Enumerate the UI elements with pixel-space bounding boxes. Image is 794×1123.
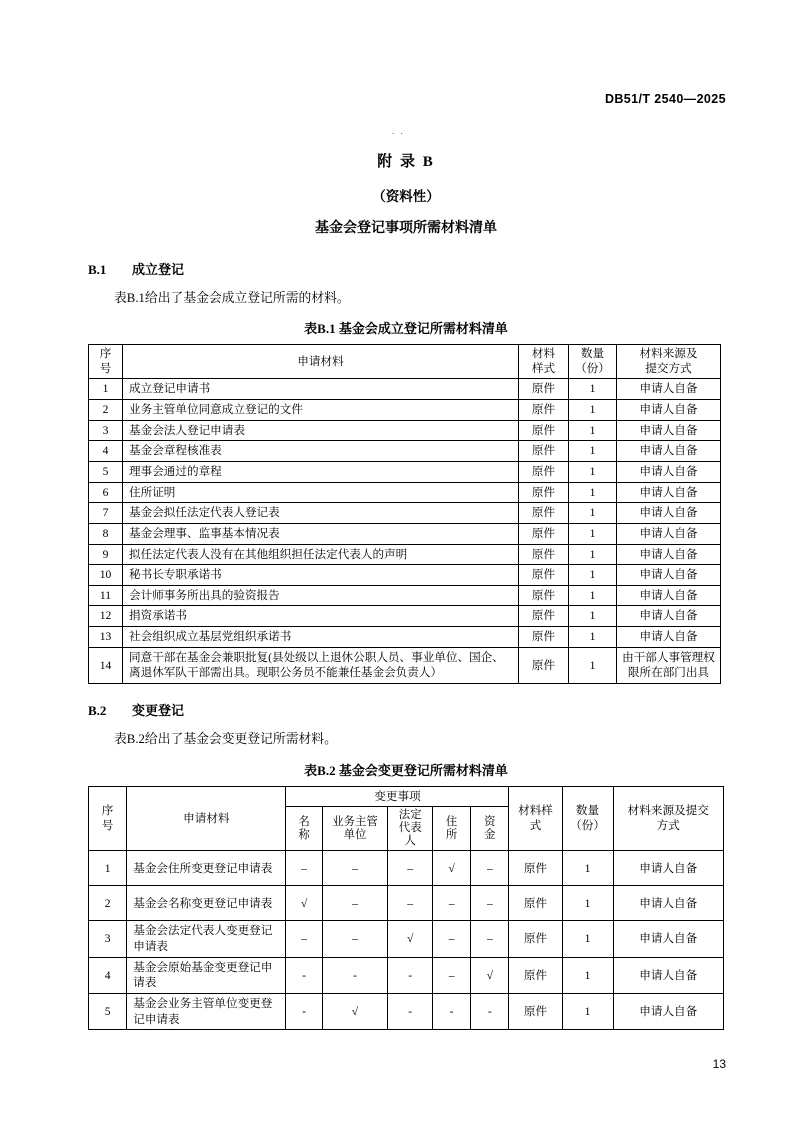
cell-source: 申请人自备 — [617, 606, 721, 627]
cell-change-address: – — [433, 921, 471, 957]
table-foundation-establishment — [88, 344, 721, 684]
cell-seq: 4 — [89, 957, 127, 993]
table1-caption: 表B.1 基金会成立登记所需材料清单 — [304, 321, 508, 337]
cell-change-legal-rep: - — [388, 994, 433, 1030]
table-row — [89, 462, 721, 483]
cell-change-address: – — [433, 886, 471, 921]
table-row — [89, 994, 724, 1030]
table-row — [89, 544, 721, 565]
cell-style: 原件 — [519, 420, 569, 441]
table-row — [89, 606, 721, 627]
cell-material: 同意干部在基金会兼职批复(县处级以上退休公职人员、事业单位、国企、离退休军队干部需出具。现职公务员不能兼任基金会负责人） — [123, 647, 519, 683]
cell-change-fund: - — [471, 994, 509, 1030]
table-row — [89, 565, 721, 586]
cell-material: 社会组织成立基层党组织承诺书 — [123, 627, 519, 648]
cell-seq: 7 — [89, 503, 123, 524]
cell-material: 基金会名称变更登记申请表 — [127, 886, 286, 921]
cell-seq: 5 — [89, 994, 127, 1030]
cell-change-supervisor: – — [322, 851, 388, 886]
cell-seq: 9 — [89, 544, 123, 565]
cell-style: 原件 — [519, 379, 569, 400]
cell-seq: 2 — [89, 886, 127, 921]
cell-source: 申请人自备 — [617, 441, 721, 462]
cell-change-address: - — [433, 994, 471, 1030]
section-intro-b2: 表B.2给出了基金会变更登记所需材料。 — [114, 732, 337, 747]
cell-count: 1 — [569, 503, 617, 524]
table-row — [89, 400, 721, 421]
cell-seq: 8 — [89, 523, 123, 544]
cell-seq: 11 — [89, 585, 123, 606]
section-number-b2: B.2 — [88, 703, 107, 719]
cell-count: 1 — [569, 420, 617, 441]
cell-source: 申请人自备 — [617, 585, 721, 606]
cell-change-legal-rep: √ — [388, 921, 433, 957]
cell-change-supervisor: – — [322, 921, 388, 957]
cell-seq: 14 — [89, 647, 123, 683]
th2-fund: 资 金 — [471, 807, 509, 851]
table-row — [89, 886, 724, 921]
cell-source: 申请人自备 — [617, 503, 721, 524]
cell-seq: 12 — [89, 606, 123, 627]
cell-material: 秘书长专职承诺书 — [123, 565, 519, 586]
section-heading-b1 — [88, 259, 724, 278]
cell-change-name: – — [286, 851, 322, 886]
cell-change-address: √ — [433, 851, 471, 886]
cell-style: 原件 — [519, 627, 569, 648]
cell-source: 申请人自备 — [617, 400, 721, 421]
decorative-dots: . . — [392, 126, 405, 136]
table-row — [89, 851, 724, 886]
cell-material: 基金会法人登记申请表 — [123, 420, 519, 441]
cell-change-legal-rep: – — [388, 851, 433, 886]
th2-source: 材料来源及提交 方式 — [613, 786, 724, 851]
cell-change-supervisor: √ — [322, 994, 388, 1030]
cell-style: 原件 — [509, 994, 562, 1030]
page-content — [88, 150, 724, 1030]
table-header-row-group — [89, 786, 724, 807]
section-heading-b2 — [88, 700, 724, 719]
cell-source: 申请人自备 — [617, 482, 721, 503]
cell-source: 申请人自备 — [613, 851, 724, 886]
cell-count: 1 — [569, 482, 617, 503]
cell-change-address: – — [433, 957, 471, 993]
cell-source: 申请人自备 — [613, 886, 724, 921]
section-title-b2: 变更登记 — [132, 703, 185, 719]
cell-seq: 2 — [89, 400, 123, 421]
cell-source: 申请人自备 — [617, 379, 721, 400]
cell-change-name: √ — [286, 886, 322, 921]
cell-source: 申请人自备 — [617, 523, 721, 544]
table-row — [89, 482, 721, 503]
table-row — [89, 503, 721, 524]
cell-seq: 3 — [89, 921, 127, 957]
cell-material: 基金会拟任法定代表人登记表 — [123, 503, 519, 524]
cell-count: 1 — [562, 851, 613, 886]
section-intro-b1: 表B.1给出了基金会成立登记所需的材料。 — [114, 291, 350, 305]
cell-style: 原件 — [509, 851, 562, 886]
cell-change-fund: √ — [471, 957, 509, 993]
annex-nature: （资料性） — [372, 189, 440, 204]
th2-name: 名 称 — [286, 807, 322, 851]
cell-material: 会计师事务所出具的验资报告 — [123, 585, 519, 606]
cell-change-legal-rep: – — [388, 886, 433, 921]
cell-change-legal-rep: - — [388, 957, 433, 993]
cell-count: 1 — [569, 565, 617, 586]
cell-style: 原件 — [519, 606, 569, 627]
cell-count: 1 — [569, 606, 617, 627]
cell-source: 申请人自备 — [617, 462, 721, 483]
cell-style: 原件 — [519, 441, 569, 462]
cell-source: 由干部人事管理权限所在部门出具 — [617, 647, 721, 683]
cell-material: 拟任法定代表人没有在其他组织担任法定代表人的声明 — [123, 544, 519, 565]
cell-count: 1 — [562, 994, 613, 1030]
th2-style: 材料样 式 — [509, 786, 562, 851]
annex-title: 附 录 B — [377, 154, 435, 170]
cell-seq: 4 — [89, 441, 123, 462]
cell-material: 基金会理事、监事基本情况表 — [123, 523, 519, 544]
th2-count: 数量 （份） — [562, 786, 613, 851]
th-material: 申请材料 — [123, 345, 519, 379]
cell-style: 原件 — [509, 957, 562, 993]
cell-count: 1 — [569, 523, 617, 544]
cell-material: 业务主管单位同意成立登记的文件 — [123, 400, 519, 421]
cell-source: 申请人自备 — [617, 420, 721, 441]
cell-material: 基金会住所变更登记申请表 — [127, 851, 286, 886]
cell-count: 1 — [569, 462, 617, 483]
table-row — [89, 957, 724, 993]
cell-style: 原件 — [519, 585, 569, 606]
cell-material: 住所证明 — [123, 482, 519, 503]
th2-seq: 序 号 — [89, 786, 127, 851]
cell-seq: 3 — [89, 420, 123, 441]
table-row — [89, 379, 721, 400]
section-number-b1: B.1 — [88, 262, 107, 277]
th2-legal-rep: 法定 代表 人 — [388, 807, 433, 851]
cell-material: 基金会业务主管单位变更登记申请表 — [127, 994, 286, 1030]
table-row — [89, 420, 721, 441]
cell-count: 1 — [569, 544, 617, 565]
th-seq: 序 号 — [89, 345, 123, 379]
cell-source: 申请人自备 — [617, 544, 721, 565]
cell-style: 原件 — [519, 647, 569, 683]
cell-seq: 1 — [89, 379, 123, 400]
cell-count: 1 — [562, 921, 613, 957]
cell-material: 基金会原始基金变更登记申请表 — [127, 957, 286, 993]
cell-change-supervisor: – — [322, 886, 388, 921]
th2-address: 住 所 — [433, 807, 471, 851]
cell-material: 基金会章程核准表 — [123, 441, 519, 462]
cell-style: 原件 — [519, 523, 569, 544]
cell-source: 申请人自备 — [613, 957, 724, 993]
cell-seq: 1 — [89, 851, 127, 886]
th2-supervisor: 业务主管 单位 — [322, 807, 388, 851]
table-row — [89, 627, 721, 648]
cell-source: 申请人自备 — [613, 921, 724, 957]
cell-change-name: – — [286, 921, 322, 957]
standard-number: DB51/T 2540—2025 — [604, 92, 726, 106]
table-foundation-change — [88, 786, 724, 1031]
cell-material: 捐资承诺书 — [123, 606, 519, 627]
cell-count: 1 — [569, 379, 617, 400]
cell-change-name: - — [286, 994, 322, 1030]
cell-seq: 5 — [89, 462, 123, 483]
cell-count: 1 — [569, 647, 617, 683]
page-number: 13 — [712, 1057, 726, 1071]
cell-source: 申请人自备 — [617, 565, 721, 586]
cell-style: 原件 — [519, 462, 569, 483]
cell-style: 原件 — [509, 886, 562, 921]
cell-style: 原件 — [519, 482, 569, 503]
table-row — [89, 921, 724, 957]
cell-style: 原件 — [519, 565, 569, 586]
cell-change-fund: – — [471, 921, 509, 957]
cell-source: 申请人自备 — [613, 994, 724, 1030]
cell-style: 原件 — [509, 921, 562, 957]
cell-count: 1 — [562, 886, 613, 921]
cell-style: 原件 — [519, 503, 569, 524]
cell-change-fund: – — [471, 886, 509, 921]
th2-material: 申请材料 — [127, 786, 286, 851]
cell-change-name: - — [286, 957, 322, 993]
cell-change-supervisor: - — [322, 957, 388, 993]
th2-change-group: 变更事项 — [286, 786, 509, 807]
table-header-row — [89, 345, 721, 379]
cell-count: 1 — [569, 441, 617, 462]
cell-material: 成立登记申请书 — [123, 379, 519, 400]
cell-seq: 10 — [89, 565, 123, 586]
table-row — [89, 441, 721, 462]
annex-name: 基金会登记事项所需材料清单 — [315, 221, 497, 236]
cell-change-fund: – — [471, 851, 509, 886]
th-style: 材料 样式 — [519, 345, 569, 379]
table2-caption: 表B.2 基金会变更登记所需材料清单 — [304, 762, 508, 778]
cell-style: 原件 — [519, 400, 569, 421]
section-title-b1: 成立登记 — [132, 262, 185, 277]
cell-material: 基金会法定代表人变更登记申请表 — [127, 921, 286, 957]
cell-count: 1 — [569, 585, 617, 606]
cell-style: 原件 — [519, 544, 569, 565]
cell-material: 理事会通过的章程 — [123, 462, 519, 483]
cell-seq: 6 — [89, 482, 123, 503]
cell-source: 申请人自备 — [617, 627, 721, 648]
table-row — [89, 585, 721, 606]
table-row — [89, 647, 721, 683]
th-source: 材料来源及 提交方式 — [617, 345, 721, 379]
cell-seq: 13 — [89, 627, 123, 648]
table-row — [89, 523, 721, 544]
th-count: 数量 （份） — [569, 345, 617, 379]
cell-count: 1 — [569, 627, 617, 648]
cell-count: 1 — [569, 400, 617, 421]
cell-count: 1 — [562, 957, 613, 993]
